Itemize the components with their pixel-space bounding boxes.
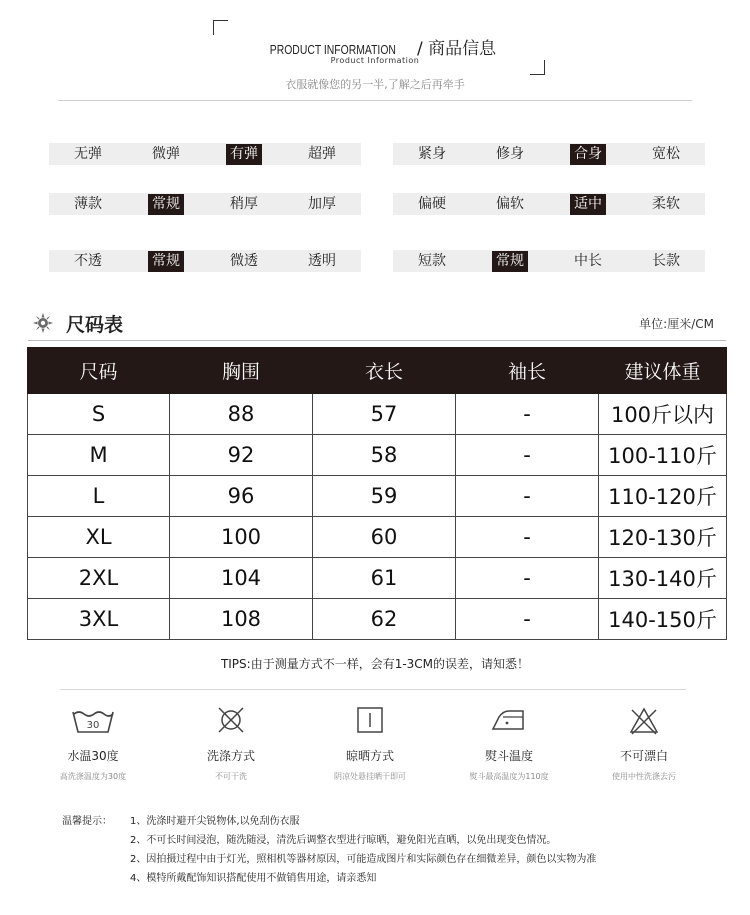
- cell-length: 60: [313, 517, 456, 558]
- attr-option: [205, 250, 283, 272]
- table-header-row: [28, 348, 727, 394]
- cell-sleeve: -: [456, 517, 599, 558]
- notes-label: 温馨提示：: [62, 816, 112, 827]
- attr-option: [627, 250, 705, 272]
- cell-length: 61: [313, 558, 456, 599]
- attr-option: [393, 143, 471, 165]
- cell-length: 62: [313, 599, 456, 640]
- attr-option-label: 透明: [308, 252, 336, 269]
- hang-dry-icon: [355, 705, 385, 735]
- header-size: 尺码: [28, 348, 170, 394]
- attr-row-thickness: [49, 193, 361, 215]
- cell-sleeve: -: [456, 394, 599, 435]
- size-chart-divider: [28, 340, 726, 341]
- attr-option: [549, 250, 627, 272]
- attr-option: [283, 143, 361, 165]
- title-separator: /: [411, 39, 429, 59]
- attr-option: [471, 193, 549, 215]
- header-chest: 胸围: [170, 348, 313, 394]
- cell-chest: 104: [170, 558, 313, 599]
- header-divider: [58, 100, 692, 101]
- care-desc: 使用中性洗涤去污: [612, 772, 676, 781]
- size-table: [27, 347, 727, 640]
- attr-option-selected: [127, 250, 205, 272]
- cell-length: 58: [313, 435, 456, 476]
- iron-icon: [489, 705, 529, 735]
- care-name: 熨斗温度: [484, 749, 533, 763]
- care-desc: 高洗涤温度为30度: [59, 772, 127, 781]
- care-item-hang-dry: [305, 705, 435, 782]
- cell-sleeve: -: [456, 599, 599, 640]
- note-line: 2、不可长时间浸泡，随洗随浸，清洗后调整衣型进行晾晒，避免阳光直晒，以免出现变色情况。: [130, 835, 557, 846]
- cell-sleeve: -: [456, 435, 599, 476]
- attr-option: [49, 143, 127, 165]
- attr-option: [127, 143, 205, 165]
- header-length: 衣长: [313, 348, 456, 394]
- care-name: 洗涤方式: [206, 749, 255, 763]
- cell-sleeve: -: [456, 558, 599, 599]
- attr-option-label: 常规: [148, 251, 184, 272]
- cell-length: 59: [313, 476, 456, 517]
- attr-option-label: 偏软: [496, 195, 524, 212]
- care-name: 晾晒方式: [345, 749, 394, 763]
- attr-option-label: 不透: [74, 252, 102, 269]
- attr-option-label: 加厚: [308, 195, 336, 212]
- attr-option: [393, 250, 471, 272]
- cell-weight: 100-110斤: [599, 435, 727, 476]
- care-divider: [60, 689, 686, 690]
- page-subtitle: Product Information: [330, 56, 420, 65]
- table-row: [28, 435, 727, 476]
- cell-weight: 110-120斤: [599, 476, 727, 517]
- cell-size: 3XL: [28, 599, 170, 640]
- attr-option-label: 常规: [148, 194, 184, 215]
- attr-option-label: 适中: [570, 194, 606, 215]
- page-tagline: 衣服就像您的另一半,了解之后再牵手: [285, 78, 465, 91]
- attr-option-selected: [127, 193, 205, 215]
- attr-option: [627, 193, 705, 215]
- title-english: PRODUCT INFORMATION: [269, 42, 396, 57]
- attr-row-fit: [393, 143, 705, 165]
- table-row: [28, 558, 727, 599]
- care-name: 不可漂白: [619, 749, 668, 763]
- attr-option-label: 稍厚: [230, 195, 258, 212]
- cell-weight: 100斤以内: [599, 394, 727, 435]
- cell-chest: 88: [170, 394, 313, 435]
- attr-option: [627, 143, 705, 165]
- attr-option: [283, 250, 361, 272]
- attr-option-label: 有弹: [226, 144, 262, 165]
- size-chart-unit: 单位:厘米/CM: [639, 317, 714, 331]
- attr-option: [393, 193, 471, 215]
- cell-chest: 100: [170, 517, 313, 558]
- care-name: 水温30度: [67, 749, 119, 763]
- care-desc: 不可干洗: [215, 772, 247, 781]
- note-line: 1、洗涤时避开尖锐物体,以免刮伤衣服: [130, 816, 300, 827]
- attr-option-label: 修身: [496, 145, 524, 162]
- attr-option: [49, 193, 127, 215]
- attr-option: [283, 193, 361, 215]
- attr-option-label: 中长: [574, 252, 602, 269]
- attr-option-label: 微弹: [152, 145, 180, 162]
- cell-weight: 130-140斤: [599, 558, 727, 599]
- table-row: [28, 394, 727, 435]
- cell-size: S: [28, 394, 170, 435]
- attr-option-label: 微透: [230, 252, 258, 269]
- cell-size: XL: [28, 517, 170, 558]
- cell-chest: 96: [170, 476, 313, 517]
- sun-gear-icon: [33, 313, 53, 333]
- care-item-dry-clean: [166, 705, 296, 782]
- cell-weight: 120-130斤: [599, 517, 727, 558]
- attr-option-selected: [549, 193, 627, 215]
- cell-weight: 140-150斤: [599, 599, 727, 640]
- attr-option: [205, 193, 283, 215]
- cell-sleeve: -: [456, 476, 599, 517]
- attr-option-label: 超弹: [308, 145, 336, 162]
- attr-option-label: 宽松: [652, 145, 680, 162]
- care-desc: 阴凉处悬挂晒干即可: [334, 772, 406, 781]
- wash-temp-label: 30: [86, 720, 100, 731]
- care-item-wash: [28, 705, 158, 782]
- attr-option-label: 常规: [492, 251, 528, 272]
- attr-row-softness: [393, 193, 705, 215]
- size-chart-title: 尺码表: [66, 314, 124, 336]
- attr-option-label: 柔软: [652, 195, 680, 212]
- cell-chest: 108: [170, 599, 313, 640]
- header-weight: 建议体重: [599, 348, 727, 394]
- attr-row-elasticity: [49, 143, 361, 165]
- wash-30-icon: [70, 705, 116, 735]
- note-line: 2、因拍摄过程中由于灯光，照相机等器材原因，可能造成图片和实际颜色存在细微差异，颜色以实物为准: [130, 854, 597, 865]
- attr-option: [49, 250, 127, 272]
- cell-size: M: [28, 435, 170, 476]
- no-bleach-icon: [627, 705, 661, 735]
- corner-bracket-top-left: [213, 20, 228, 35]
- attr-option-label: 薄款: [74, 195, 102, 212]
- care-item-iron: [444, 705, 574, 782]
- attr-option-label: 紧身: [418, 145, 446, 162]
- table-row: [28, 517, 727, 558]
- no-dry-clean-icon: [216, 705, 246, 735]
- attr-option: [471, 143, 549, 165]
- cell-size: 2XL: [28, 558, 170, 599]
- attr-option-label: 短款: [418, 252, 446, 269]
- header-sleeve: 袖长: [456, 348, 599, 394]
- attr-option-label: 合身: [570, 144, 606, 165]
- cell-size: L: [28, 476, 170, 517]
- attr-row-transparency: [49, 250, 361, 272]
- care-desc: 熨斗最高温度为110度: [469, 772, 549, 781]
- attr-option-selected: [471, 250, 549, 272]
- size-tips: TIPS:由于测量方式不一样，会有1-3CM的误差，请知悉！: [220, 657, 530, 671]
- care-item-bleach: [579, 705, 709, 782]
- table-row: [28, 476, 727, 517]
- attr-option-label: 偏硬: [418, 195, 446, 212]
- attr-option-selected: [549, 143, 627, 165]
- title-chinese: 商品信息: [428, 39, 497, 59]
- cell-chest: 92: [170, 435, 313, 476]
- table-row: [28, 599, 727, 640]
- attr-option-selected: [205, 143, 283, 165]
- attr-option-label: 长款: [652, 252, 680, 269]
- note-line: 4、模特所戴配饰知识搭配使用不做销售用途，请亲悉知: [130, 873, 377, 884]
- attr-option-label: 无弹: [74, 145, 102, 162]
- cell-length: 57: [313, 394, 456, 435]
- attr-row-length: [393, 250, 705, 272]
